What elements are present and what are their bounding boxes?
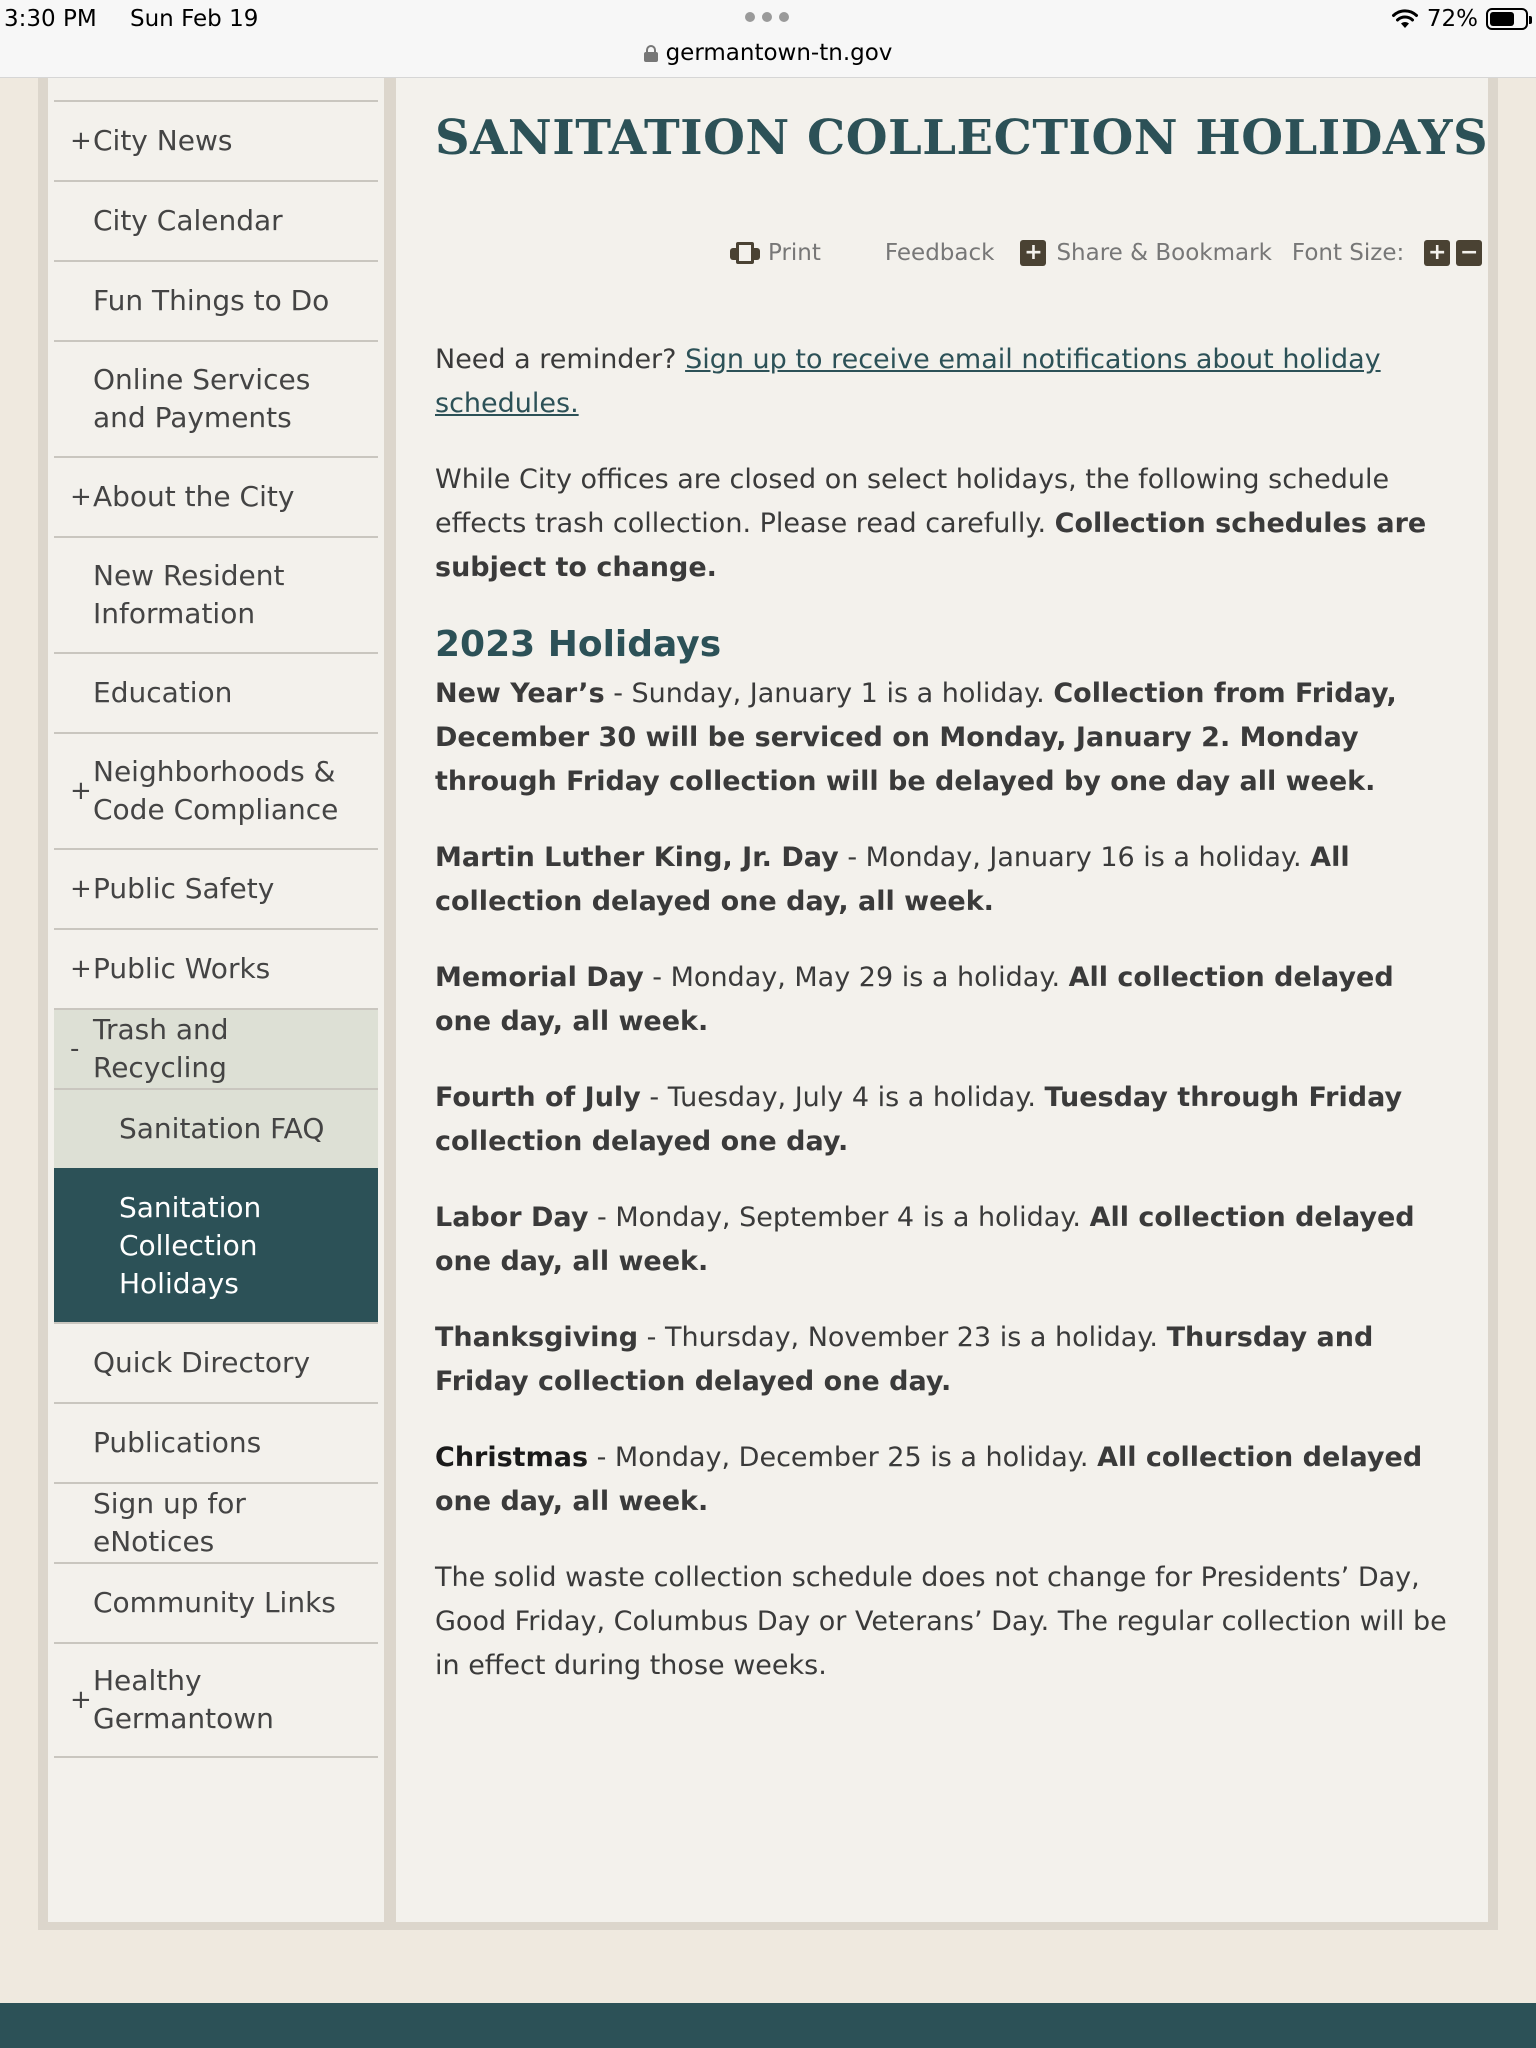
- holidays-heading: 2023 Holidays: [435, 624, 722, 665]
- sidebar-item-label: About the City: [93, 480, 295, 513]
- holiday-entry: [435, 1196, 1455, 1284]
- holiday-date: - Thursday, November 23 is a holiday.: [638, 1322, 1167, 1353]
- sidebar-item-label: Education: [93, 676, 233, 709]
- expand-plus-icon[interactable]: +: [70, 1685, 92, 1715]
- holiday-entry: [435, 1316, 1455, 1404]
- intro-text: While City offices are closed on select holidays, the following schedule effects trash collection. Please read carefully.: [435, 464, 1390, 539]
- sidebar-item-label: Quick Directory: [93, 1346, 311, 1379]
- status-date: Sun Feb 19: [130, 6, 259, 32]
- sidebar-nav: [54, 100, 378, 1758]
- holiday-schedule: Collection from Friday, December 30 will be serviced on Monday, January 2. Monday through Friday collection will be delayed by one day all week.: [435, 678, 1397, 797]
- sidebar-item-label: Sign up for eNotices: [93, 1487, 246, 1558]
- holiday-entry: [435, 1436, 1455, 1524]
- email-signup-link[interactable]: Sign up to receive email notifications about holiday schedules.: [435, 344, 1381, 419]
- address-bar[interactable]: [0, 40, 1536, 66]
- holiday-date: - Monday, January 16 is a holiday.: [838, 842, 1311, 873]
- sidebar-item-label: Community Links: [93, 1586, 336, 1619]
- sidebar-item-online-services[interactable]: [54, 340, 378, 456]
- lock-icon: [644, 45, 658, 61]
- sidebar-item-label: Neighborhoods & Code Compliance: [93, 755, 339, 826]
- sidebar-item-enotices[interactable]: [54, 1482, 378, 1562]
- print-label: Print: [768, 240, 821, 266]
- battery-percent: 72%: [1426, 6, 1478, 32]
- holiday-schedule: All collection delayed one day, all week.: [435, 1442, 1423, 1517]
- sidebar-item-city-news[interactable]: [54, 100, 378, 180]
- status-time: 3:30 PM: [4, 6, 97, 32]
- holiday-date: - Monday, December 25 is a holiday.: [588, 1442, 1098, 1473]
- sidebar-item-label: Fun Things to Do: [93, 284, 330, 317]
- sidebar-subitem-sanitation-faq[interactable]: [54, 1088, 378, 1168]
- holiday-schedule: All collection delayed one day, all week.: [435, 962, 1394, 1037]
- sidebar-item-label: City Calendar: [93, 204, 283, 237]
- holiday-date: - Sunday, January 1 is a holiday.: [604, 678, 1054, 709]
- holiday-date: - Monday, September 4 is a holiday.: [588, 1202, 1090, 1233]
- sidebar-item-healthy-germantown[interactable]: [54, 1642, 378, 1758]
- holiday-schedule: All collection delayed one day, all week.: [435, 842, 1350, 917]
- holiday-name: New Year’s: [435, 678, 605, 709]
- feedback-link[interactable]: Feedback: [884, 240, 995, 266]
- sidebar-subitem-sanitation-holidays[interactable]: [54, 1168, 378, 1322]
- status-bar: [0, 0, 1536, 78]
- intro-bold: Collection schedules are subject to change.: [435, 508, 1427, 583]
- sidebar-item-label: Publications: [93, 1426, 262, 1459]
- sidebar-item-about-city[interactable]: [54, 456, 378, 536]
- holiday-entry: [435, 956, 1455, 1044]
- font-increase-button[interactable]: +: [1424, 240, 1450, 266]
- sidebar-item-quick-directory[interactable]: [54, 1322, 378, 1402]
- sidebar-item-label: Public Safety: [93, 872, 275, 905]
- sidebar-item-label: New Resident Information: [93, 559, 285, 630]
- sidebar-item-label: Trash and Recycling: [93, 1013, 229, 1084]
- sidebar-item-city-calendar[interactable]: [54, 180, 378, 260]
- page-toolbar: [730, 236, 1482, 270]
- holiday-name: Fourth of July: [435, 1082, 641, 1113]
- sidebar-item-label: City News: [93, 124, 233, 157]
- holiday-entry: [435, 672, 1455, 804]
- collapse-minus-icon[interactable]: -: [70, 1034, 80, 1064]
- sidebar-item-label: Healthy Germantown: [93, 1664, 274, 1735]
- reminder-prefix: Need a reminder?: [435, 344, 686, 375]
- multitasking-dots-icon[interactable]: [745, 12, 789, 24]
- holiday-schedule: All collection delayed one day, all week.: [435, 1202, 1415, 1277]
- article-body: [435, 338, 1455, 1720]
- expand-plus-icon[interactable]: +: [70, 954, 92, 984]
- share-plus-icon: +: [1020, 240, 1046, 266]
- font-size-control: [1292, 240, 1482, 266]
- font-decrease-button[interactable]: −: [1456, 240, 1482, 266]
- holiday-name: Christmas: [435, 1442, 589, 1473]
- site-footer: [0, 2003, 1536, 2048]
- font-size-label: Font Size:: [1291, 240, 1405, 266]
- holiday-name: Thanksgiving: [435, 1322, 639, 1353]
- expand-plus-icon[interactable]: +: [70, 776, 92, 806]
- sidebar-item-label: Public Works: [93, 952, 271, 985]
- sidebar-item-public-works[interactable]: [54, 928, 378, 1008]
- holiday-schedule: Tuesday through Friday collection delayed one day.: [435, 1082, 1403, 1157]
- wifi-icon: [1391, 8, 1419, 30]
- url-text: germantown-tn.gov: [665, 40, 893, 66]
- share-label: Share & Bookmark: [1056, 240, 1272, 266]
- sidebar-item-neighborhoods[interactable]: [54, 732, 378, 848]
- share-bookmark-button[interactable]: [1020, 240, 1271, 266]
- printer-icon: [730, 240, 760, 266]
- expand-plus-icon[interactable]: +: [70, 482, 92, 512]
- expand-plus-icon[interactable]: +: [70, 874, 92, 904]
- holiday-entry: [435, 836, 1455, 924]
- sidebar-item-label: Sanitation Collection Holidays: [119, 1191, 262, 1300]
- holiday-name: Memorial Day: [435, 962, 644, 993]
- print-button[interactable]: [730, 240, 821, 266]
- expand-plus-icon[interactable]: +: [70, 126, 92, 156]
- battery-icon: [1486, 8, 1528, 30]
- sidebar-item-community-links[interactable]: [54, 1562, 378, 1642]
- closing-paragraph: The solid waste collection schedule does not change for Presidents’ Day, Good Friday, Columbus Day or Veterans’ Day. The regular collection will be in effect during those weeks.: [435, 1562, 1447, 1681]
- sidebar-item-public-safety[interactable]: [54, 848, 378, 928]
- sidebar-item-fun-things[interactable]: [54, 260, 378, 340]
- holiday-name: Labor Day: [435, 1202, 589, 1233]
- page-title: SANITATION COLLECTION HOLIDAYS: [435, 110, 1489, 166]
- sidebar-item-label: Sanitation FAQ: [119, 1112, 325, 1145]
- holiday-date: - Monday, May 29 is a holiday.: [643, 962, 1069, 993]
- holiday-schedule: Thursday and Friday collection delayed one day.: [435, 1322, 1374, 1397]
- intro-paragraph: [435, 458, 1455, 590]
- holiday-name: Martin Luther King, Jr. Day: [435, 842, 839, 873]
- sidebar-item-trash-recycling[interactable]: [54, 1008, 378, 1088]
- sidebar-item-publications[interactable]: [54, 1402, 378, 1482]
- sidebar-item-education[interactable]: [54, 652, 378, 732]
- holiday-date: - Tuesday, July 4 is a holiday.: [640, 1082, 1045, 1113]
- sidebar-item-new-resident[interactable]: [54, 536, 378, 652]
- sidebar-item-label: Online Services and Payments: [93, 363, 311, 434]
- holiday-entry: [435, 1076, 1455, 1164]
- reminder-paragraph: [435, 338, 1455, 426]
